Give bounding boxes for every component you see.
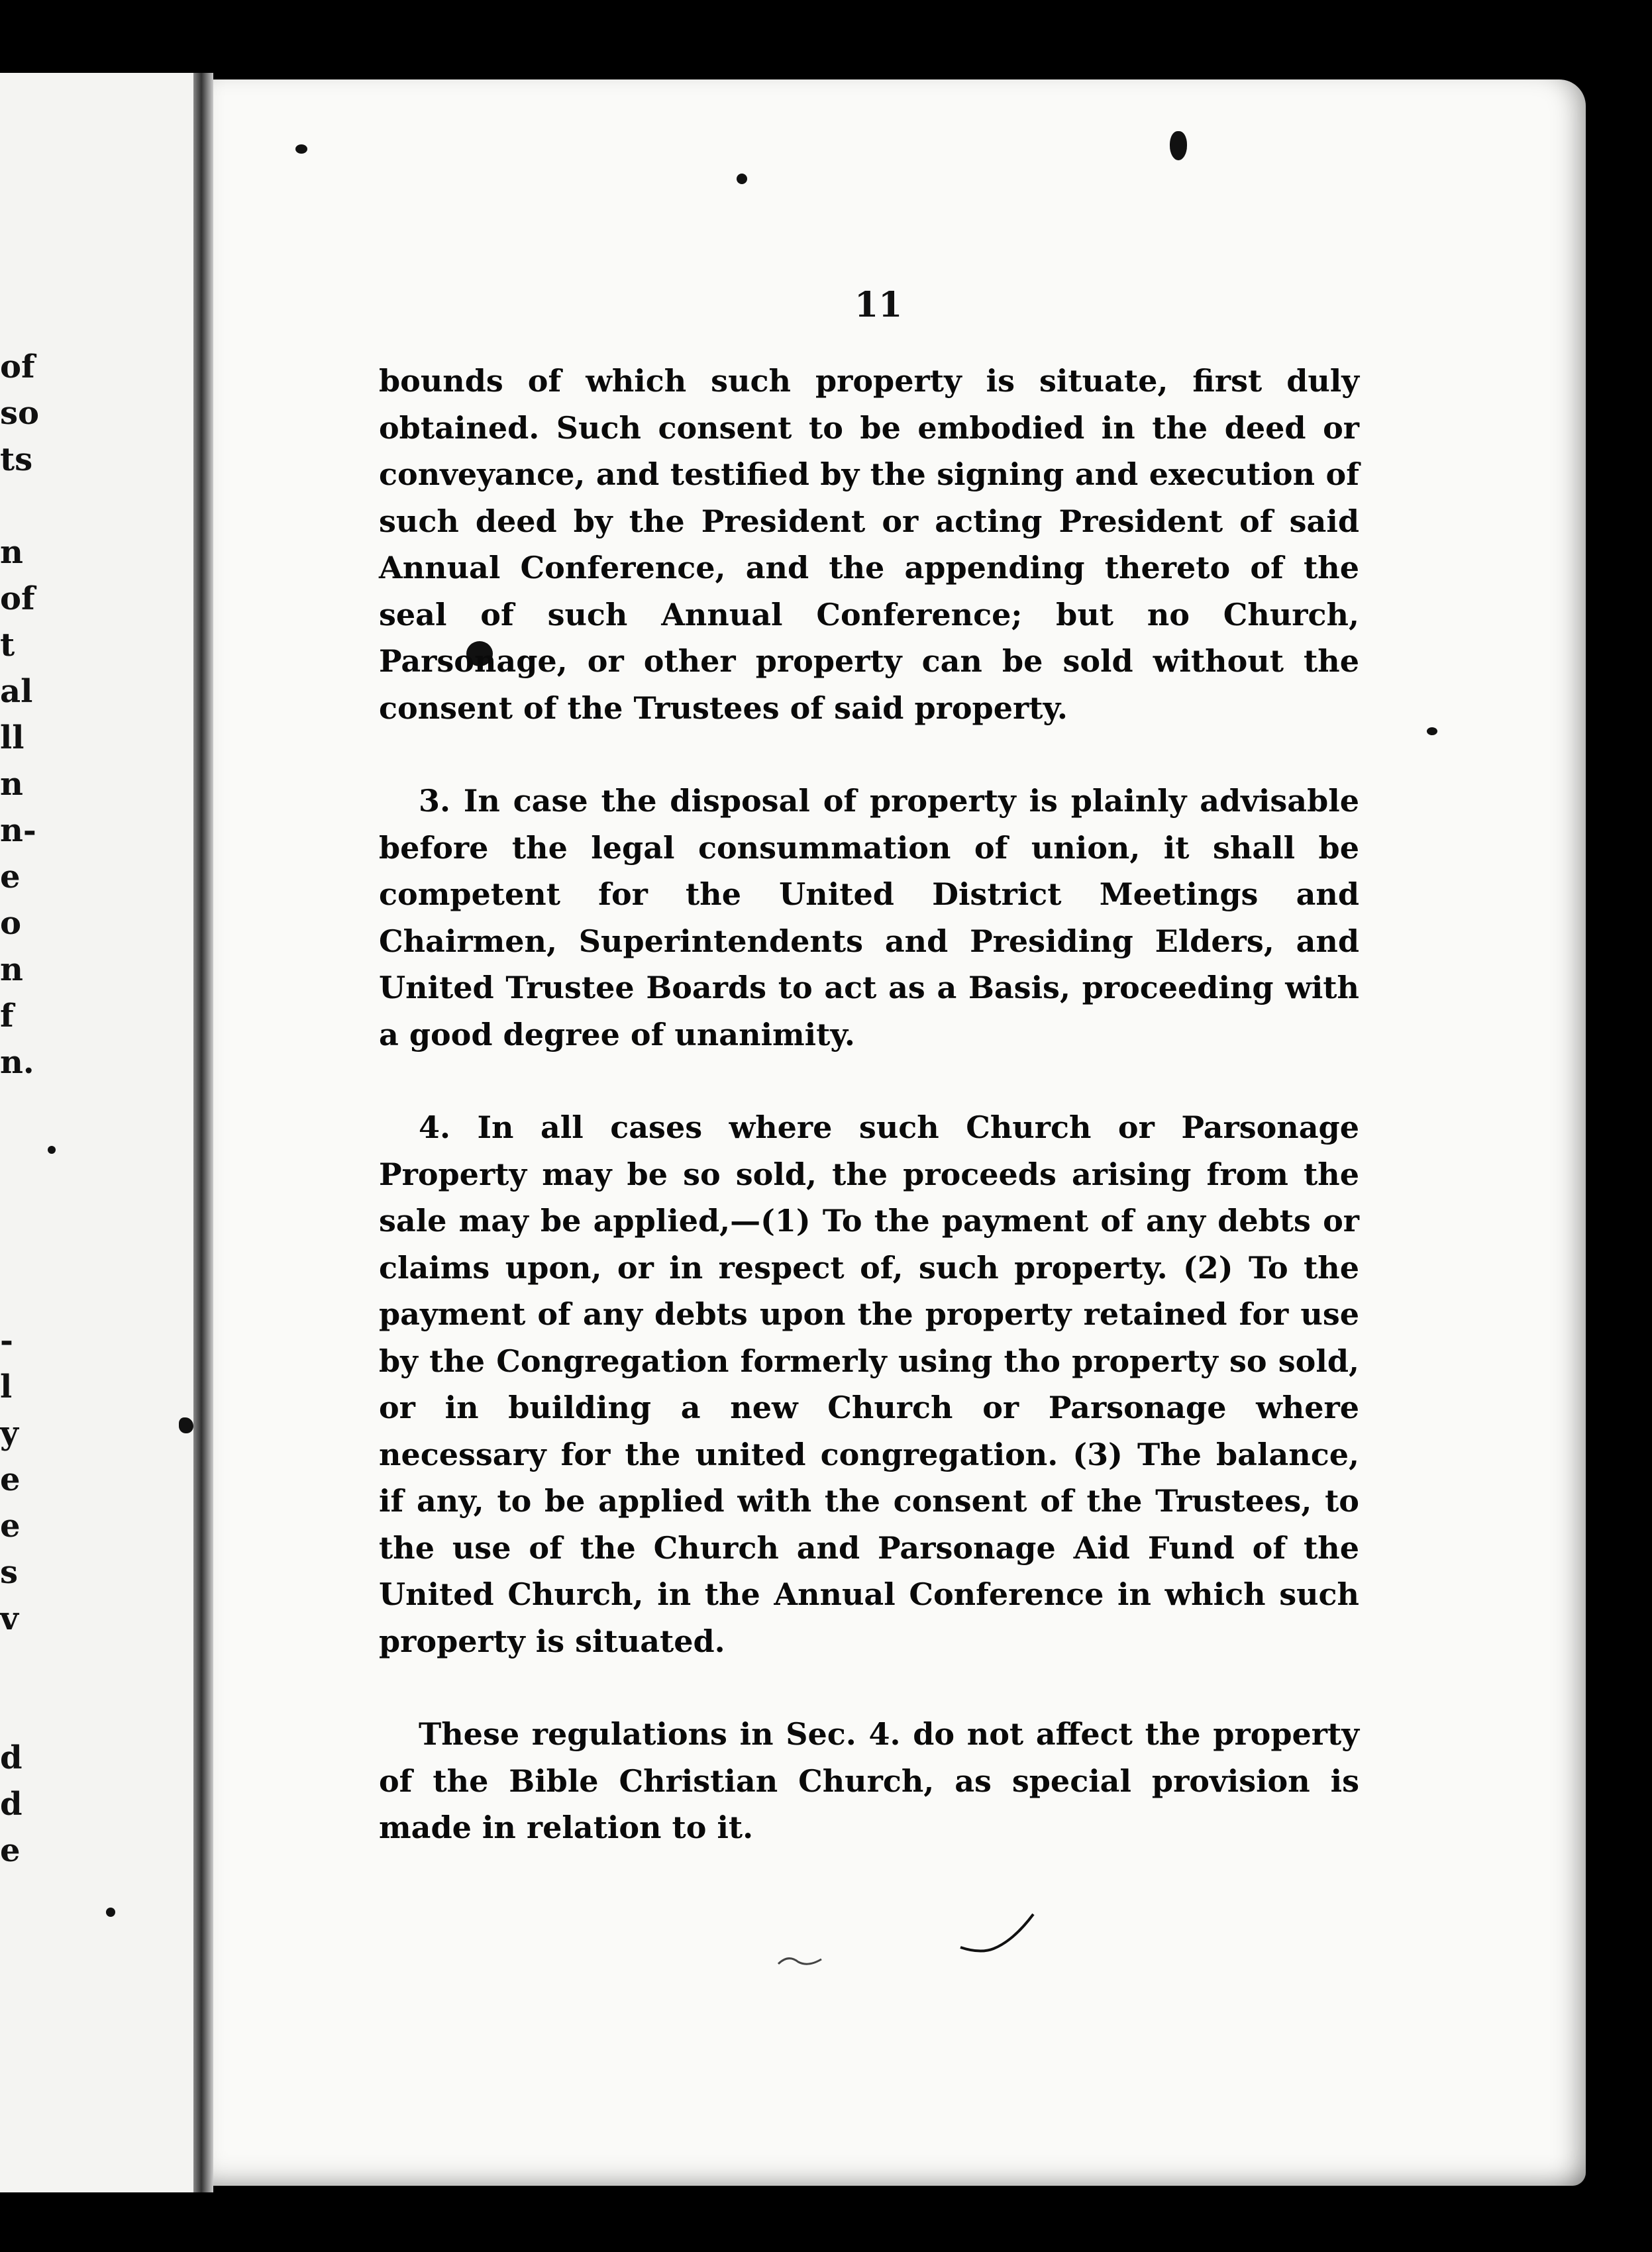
fragment: - <box>0 1322 13 1359</box>
paragraph-regulations-note: These regulations in Sec. 4. do not affect the property of the Bible Christian Church, as special provision is made in relation to it. <box>379 1716 1359 1845</box>
fragment: al <box>0 673 33 710</box>
fragment: of <box>0 580 35 617</box>
fragment: t <box>0 627 15 664</box>
fragment: e <box>0 1508 21 1545</box>
ink-speck <box>1427 727 1437 735</box>
pencil-mark <box>954 1908 1047 1967</box>
fragment: n <box>0 951 23 988</box>
fragment: s <box>0 1554 19 1591</box>
fragment: f <box>0 998 14 1035</box>
ink-speck <box>1170 131 1187 160</box>
fragment: e <box>0 1832 21 1869</box>
fragment: o <box>0 905 22 942</box>
fragment: ts <box>0 441 33 478</box>
fragment: n- <box>0 812 36 849</box>
ink-speck <box>106 1908 115 1917</box>
fragment: v <box>0 1600 19 1637</box>
fragment: n <box>0 534 23 571</box>
ink-speck <box>179 1417 193 1433</box>
paragraph-section-4: 4. In all cases where such Church or Parsonage Property may be so sold, the proceeds arising from the sale may be applied,—(1) To the payment of any debts or claims upon, or in respect of, such property. (2) To the payment of any debts upon the property retained for use by the Congregation formerly using tho property so sold, or in building a new Church or Parsonage where necessary for the united congregation. (3) The balance, if any, to be applied with the consent of the Trustees, to the use of the Church and Parsonage Aid Fund of the United Church, in the Annual Conference in which such property is situated. <box>379 1109 1359 1659</box>
fragment: n. <box>0 1044 34 1081</box>
paragraph-continuation: bounds of which such property is situate, first duly obtained. Such consent to be embodied in the deed or conveyance, and testified by the signing and execution of such deed by the President or acting President of said Annual Conference, and the appending thereto of the seal of such Annual Conference; but no Church, Parsonage, or other property can be sold without the consent of the Trustees of said property. <box>379 363 1359 726</box>
fragment: e <box>0 858 21 896</box>
fragment: d <box>0 1739 23 1776</box>
fragment: n <box>0 766 23 803</box>
fragment: so <box>0 395 40 432</box>
fragment: e <box>0 1461 21 1498</box>
facing-page-text-fragments <box>0 73 193 2192</box>
fragment: l <box>0 1368 13 1406</box>
facing-page <box>0 73 193 2192</box>
fragment: y <box>0 1415 19 1452</box>
fragment: ll <box>0 719 25 756</box>
fragment: of <box>0 348 35 385</box>
page-number: 11 <box>854 285 903 325</box>
ink-speck <box>737 174 747 184</box>
pencil-mark <box>775 1947 828 1974</box>
page-body <box>379 358 1359 1851</box>
fragment: d <box>0 1786 23 1823</box>
book-gutter <box>193 73 213 2192</box>
paragraph-section-3: 3. In case the disposal of property is plainly advisable before the legal consummation of union, it shall be competent for the United District Meetings and Chairmen, Superintendents and Presiding Elders, and United Trustee Boards to act as a Basis, proceeding with a good degree of unanimity. <box>379 783 1359 1052</box>
ink-speck <box>295 144 307 154</box>
ink-speck <box>48 1146 56 1154</box>
